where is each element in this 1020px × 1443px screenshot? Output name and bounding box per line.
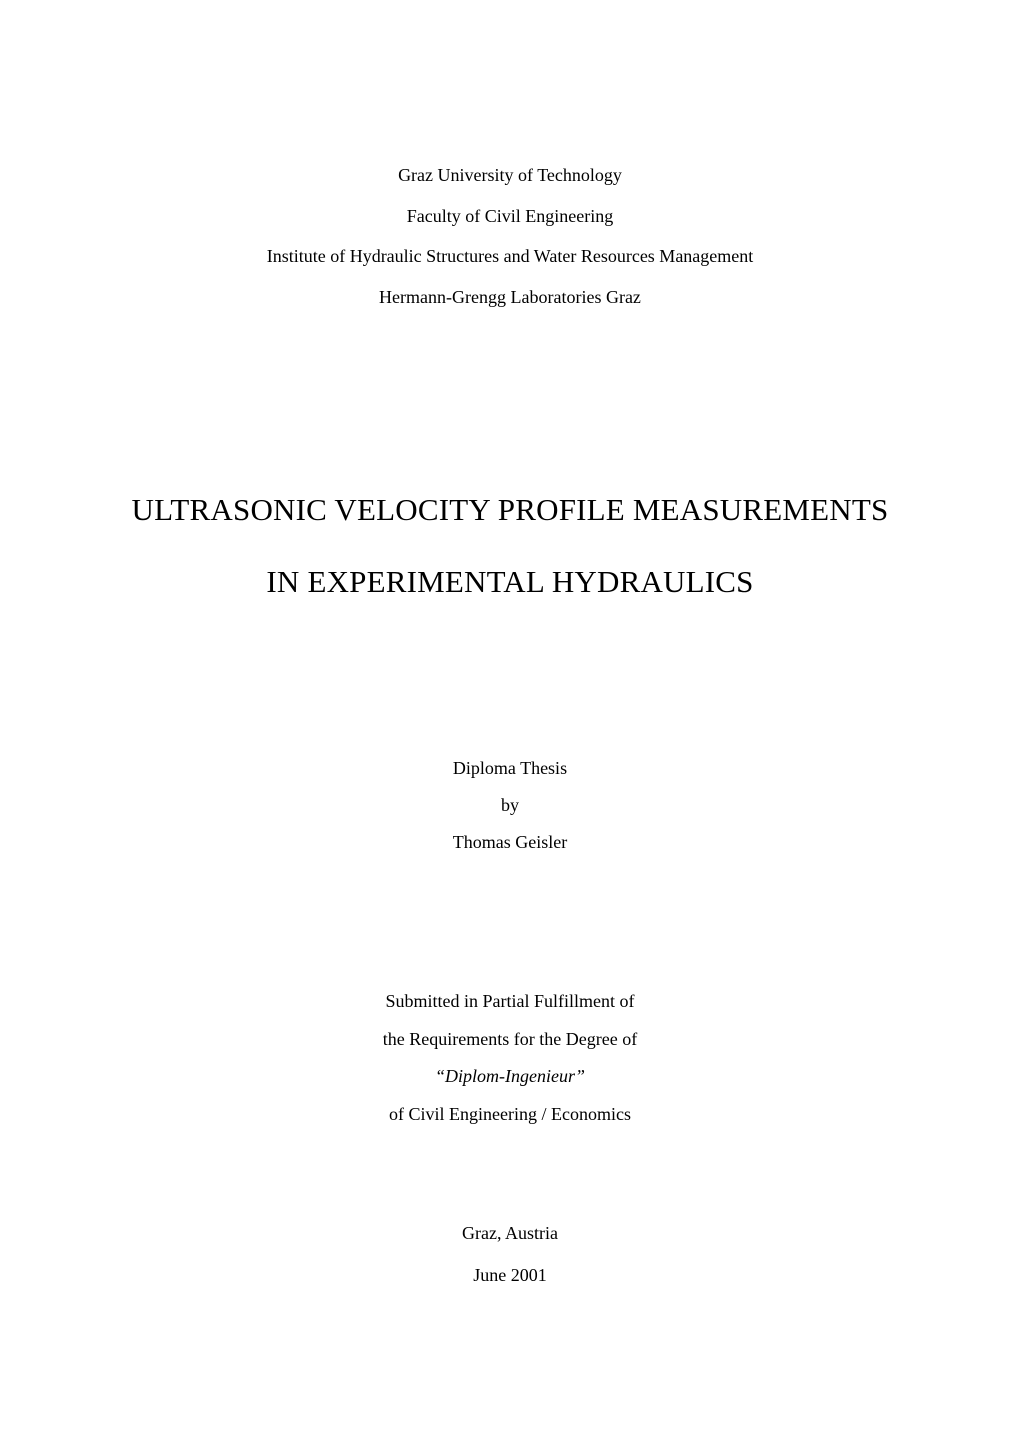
faculty-name: Faculty of Civil Engineering xyxy=(406,206,614,226)
thesis-title-line-1: ULTRASONIC VELOCITY PROFILE MEASUREMENTS xyxy=(131,492,889,527)
by-label: by xyxy=(501,795,519,815)
submission-line-1: Submitted in Partial Fulfillment of xyxy=(385,991,635,1011)
laboratory-name: Hermann-Grengg Laboratories Graz xyxy=(379,287,641,307)
place: Graz, Austria xyxy=(462,1223,558,1243)
author-name: Thomas Geisler xyxy=(452,832,568,852)
thesis-title-line-2: IN EXPERIMENTAL HYDRAULICS xyxy=(266,564,754,599)
university-name: Graz University of Technology xyxy=(398,165,622,185)
date: June 2001 xyxy=(473,1265,547,1285)
institute-name: Institute of Hydraulic Structures and Water Resources Management xyxy=(266,246,754,266)
thesis-type: Diploma Thesis xyxy=(452,758,568,778)
submission-line-2: the Requirements for the Degree of xyxy=(382,1029,638,1049)
degree-name: “Diplom-Ingenieur” xyxy=(435,1066,585,1086)
degree-field: of Civil Engineering / Economics xyxy=(389,1104,631,1124)
